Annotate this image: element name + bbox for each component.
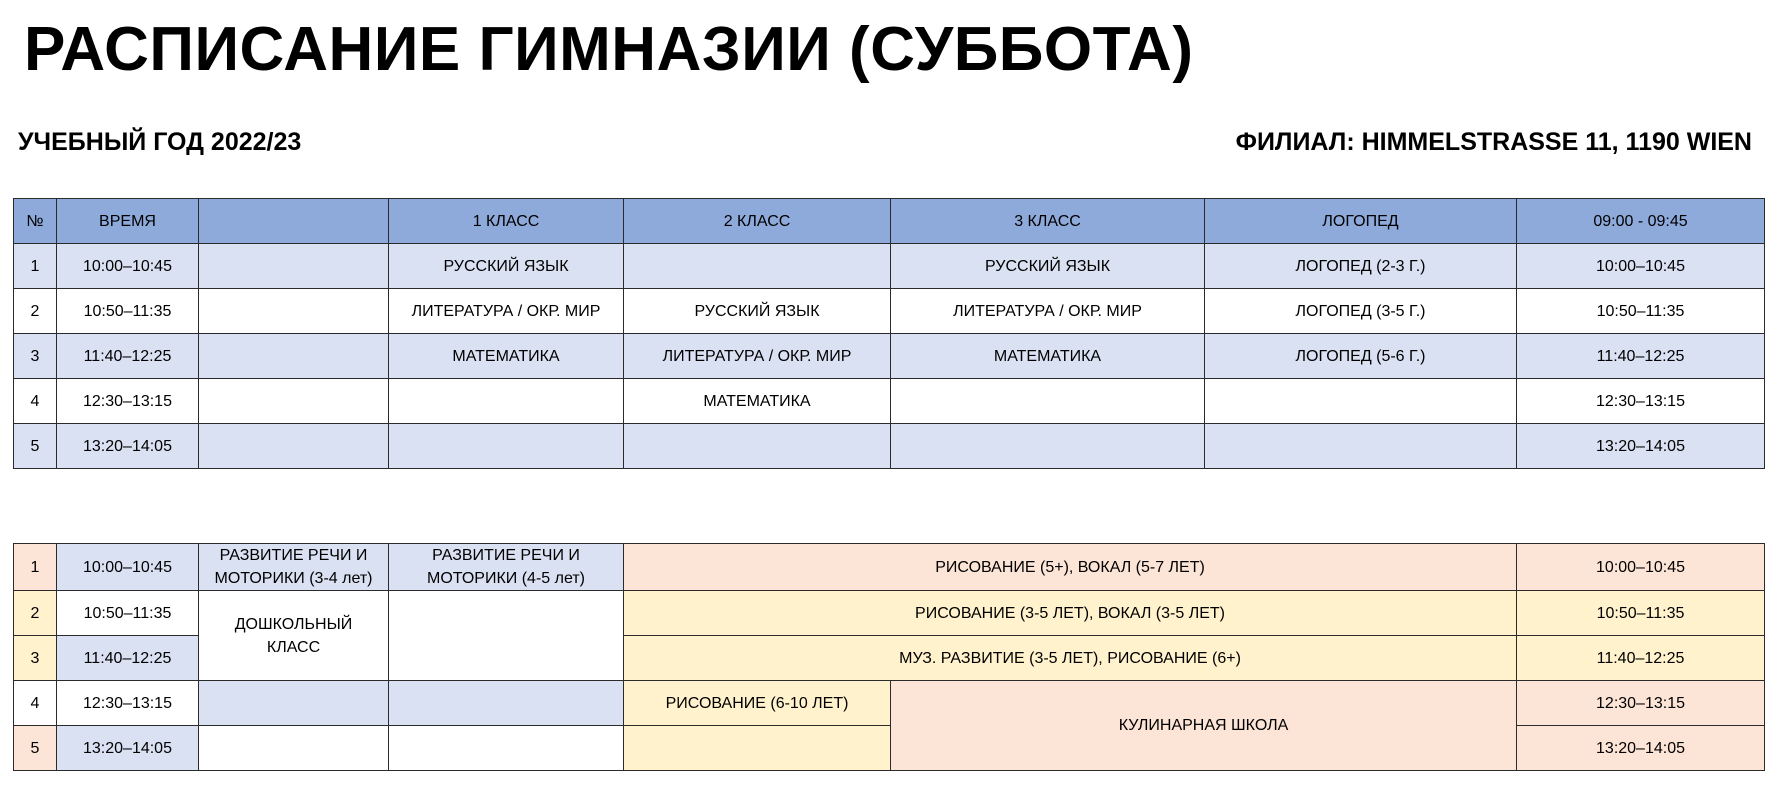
table-cell: ЛИТЕРАТУРА / ОКР. МИР: [891, 289, 1205, 334]
table-cell: ЛОГОПЕД (5-6 Г.): [1205, 334, 1517, 379]
table-cell: 13:20–14:05: [57, 424, 199, 469]
table-cell: 10:00–10:45: [1517, 244, 1765, 289]
schedule-table-extra: [13, 543, 1765, 771]
row-number: 5: [14, 726, 57, 771]
header-cell: [199, 199, 389, 244]
table-header-row: [14, 199, 1765, 244]
table-cell: 10:50–11:35: [57, 289, 199, 334]
table-cell: ЛОГОПЕД (2-3 Г.): [1205, 244, 1517, 289]
table-cell: 11:40–12:25: [1517, 334, 1765, 379]
table-cell: ЛОГОПЕД (3-5 Г.): [1205, 289, 1517, 334]
time-cell: 11:40–12:25: [1517, 636, 1765, 681]
time-cell: 10:00–10:45: [57, 544, 199, 591]
table-cell: РУССКИЙ ЯЗЫК: [624, 289, 891, 334]
time-cell: 12:30–13:15: [57, 681, 199, 726]
page-title: РАСПИСАНИЕ ГИМНАЗИИ (СУББОТА): [24, 15, 1194, 84]
table-row: [14, 244, 1765, 289]
time-cell: 10:50–11:35: [57, 591, 199, 636]
row-number: 3: [14, 636, 57, 681]
table-cell: 1: [14, 244, 57, 289]
empty-cell: [199, 726, 389, 771]
table-cell: [199, 424, 389, 469]
empty-cell: [389, 591, 624, 681]
table-cell: 12:30–13:15: [57, 379, 199, 424]
table-cell: 4: [14, 379, 57, 424]
music-drawing-cell: МУЗ. РАЗВИТИЕ (3-5 ЛЕТ), РИСОВАНИЕ (6+): [624, 636, 1517, 681]
header-cell: ЛОГОПЕД: [1205, 199, 1517, 244]
table-cell: 3: [14, 334, 57, 379]
table-row: [14, 289, 1765, 334]
table-cell: МАТЕМАТИКА: [389, 334, 624, 379]
table-row: [14, 681, 1765, 726]
table-cell: [199, 244, 389, 289]
table-cell: [199, 289, 389, 334]
table-cell: [891, 379, 1205, 424]
drawing-vocal-cell: РИСОВАНИЕ (3-5 ЛЕТ), ВОКАЛ (3-5 ЛЕТ): [624, 591, 1517, 636]
time-cell: 10:50–11:35: [1517, 591, 1765, 636]
culinary-school-cell: КУЛИНАРНАЯ ШКОЛА: [891, 681, 1517, 771]
table-cell: [389, 379, 624, 424]
time-cell: 12:30–13:15: [1517, 681, 1765, 726]
empty-cell: [624, 726, 891, 771]
time-cell: 13:20–14:05: [1517, 726, 1765, 771]
row-number: 2: [14, 591, 57, 636]
table-cell: 2: [14, 289, 57, 334]
empty-cell: [389, 726, 624, 771]
cell-line: РАЗВИТИЕ РЕЧИ И: [432, 547, 580, 564]
table-row: [14, 379, 1765, 424]
table-row: [14, 544, 1765, 591]
table-row: [14, 424, 1765, 469]
table-row: [14, 334, 1765, 379]
time-cell: 13:20–14:05: [57, 726, 199, 771]
table-cell: РУССКИЙ ЯЗЫК: [389, 244, 624, 289]
speech-motor-4-5-cell: [389, 544, 624, 591]
table-cell: [891, 424, 1205, 469]
table-row: [14, 591, 1765, 636]
time-cell: 11:40–12:25: [57, 636, 199, 681]
table-cell: МАТЕМАТИКА: [891, 334, 1205, 379]
cell-line: РАЗВИТИЕ РЕЧИ И: [219, 547, 368, 564]
header-cell: ВРЕМЯ: [57, 199, 199, 244]
header-cell: 2 КЛАСС: [624, 199, 891, 244]
preschool-class-cell: [199, 591, 389, 681]
row-number: 4: [14, 681, 57, 726]
table-cell: [624, 424, 891, 469]
branch-address: ФИЛИАЛ: HIMMELSTRASSE 11, 1190 WIEN: [1235, 128, 1752, 156]
table-cell: [199, 334, 389, 379]
table-cell: [624, 244, 891, 289]
empty-cell: [199, 681, 389, 726]
empty-cell: [389, 681, 624, 726]
table-cell: 10:00–10:45: [57, 244, 199, 289]
table-cell: МАТЕМАТИКА: [624, 379, 891, 424]
table-cell: ЛИТЕРАТУРА / ОКР. МИР: [389, 289, 624, 334]
table-cell: [199, 379, 389, 424]
header-cell: №: [14, 199, 57, 244]
table-cell: 11:40–12:25: [57, 334, 199, 379]
table-cell: [1205, 424, 1517, 469]
time-cell: 10:00–10:45: [1517, 544, 1765, 591]
table-cell: РУССКИЙ ЯЗЫК: [891, 244, 1205, 289]
drawing-6-10-cell: РИСОВАНИЕ (6-10 ЛЕТ): [624, 681, 891, 726]
header-cell: 3 КЛАСС: [891, 199, 1205, 244]
header-cell: 09:00 - 09:45: [1517, 199, 1765, 244]
school-year: УЧЕБНЫЙ ГОД 2022/23: [18, 128, 302, 156]
row-number: 1: [14, 544, 57, 591]
table-cell: 5: [14, 424, 57, 469]
table-cell: [389, 424, 624, 469]
table-cell: [1205, 379, 1517, 424]
schedule-table-main: [13, 198, 1765, 469]
table-cell: 10:50–11:35: [1517, 289, 1765, 334]
table-cell: ЛИТЕРАТУРА / ОКР. МИР: [624, 334, 891, 379]
cell-line: КЛАСС: [266, 638, 321, 656]
table-cell: 12:30–13:15: [1517, 379, 1765, 424]
header-cell: 1 КЛАСС: [389, 199, 624, 244]
drawing-vocal-cell: РИСОВАНИЕ (5+), ВОКАЛ (5-7 ЛЕТ): [624, 544, 1517, 591]
cell-line: МОТОРИКИ (4-5 лет): [427, 570, 585, 587]
speech-motor-3-4-cell: [199, 544, 389, 591]
table-cell: 13:20–14:05: [1517, 424, 1765, 469]
cell-line: МОТОРИКИ (3-4 лет): [214, 570, 373, 587]
cell-line: ДОШКОЛЬНЫЙ: [234, 615, 353, 633]
